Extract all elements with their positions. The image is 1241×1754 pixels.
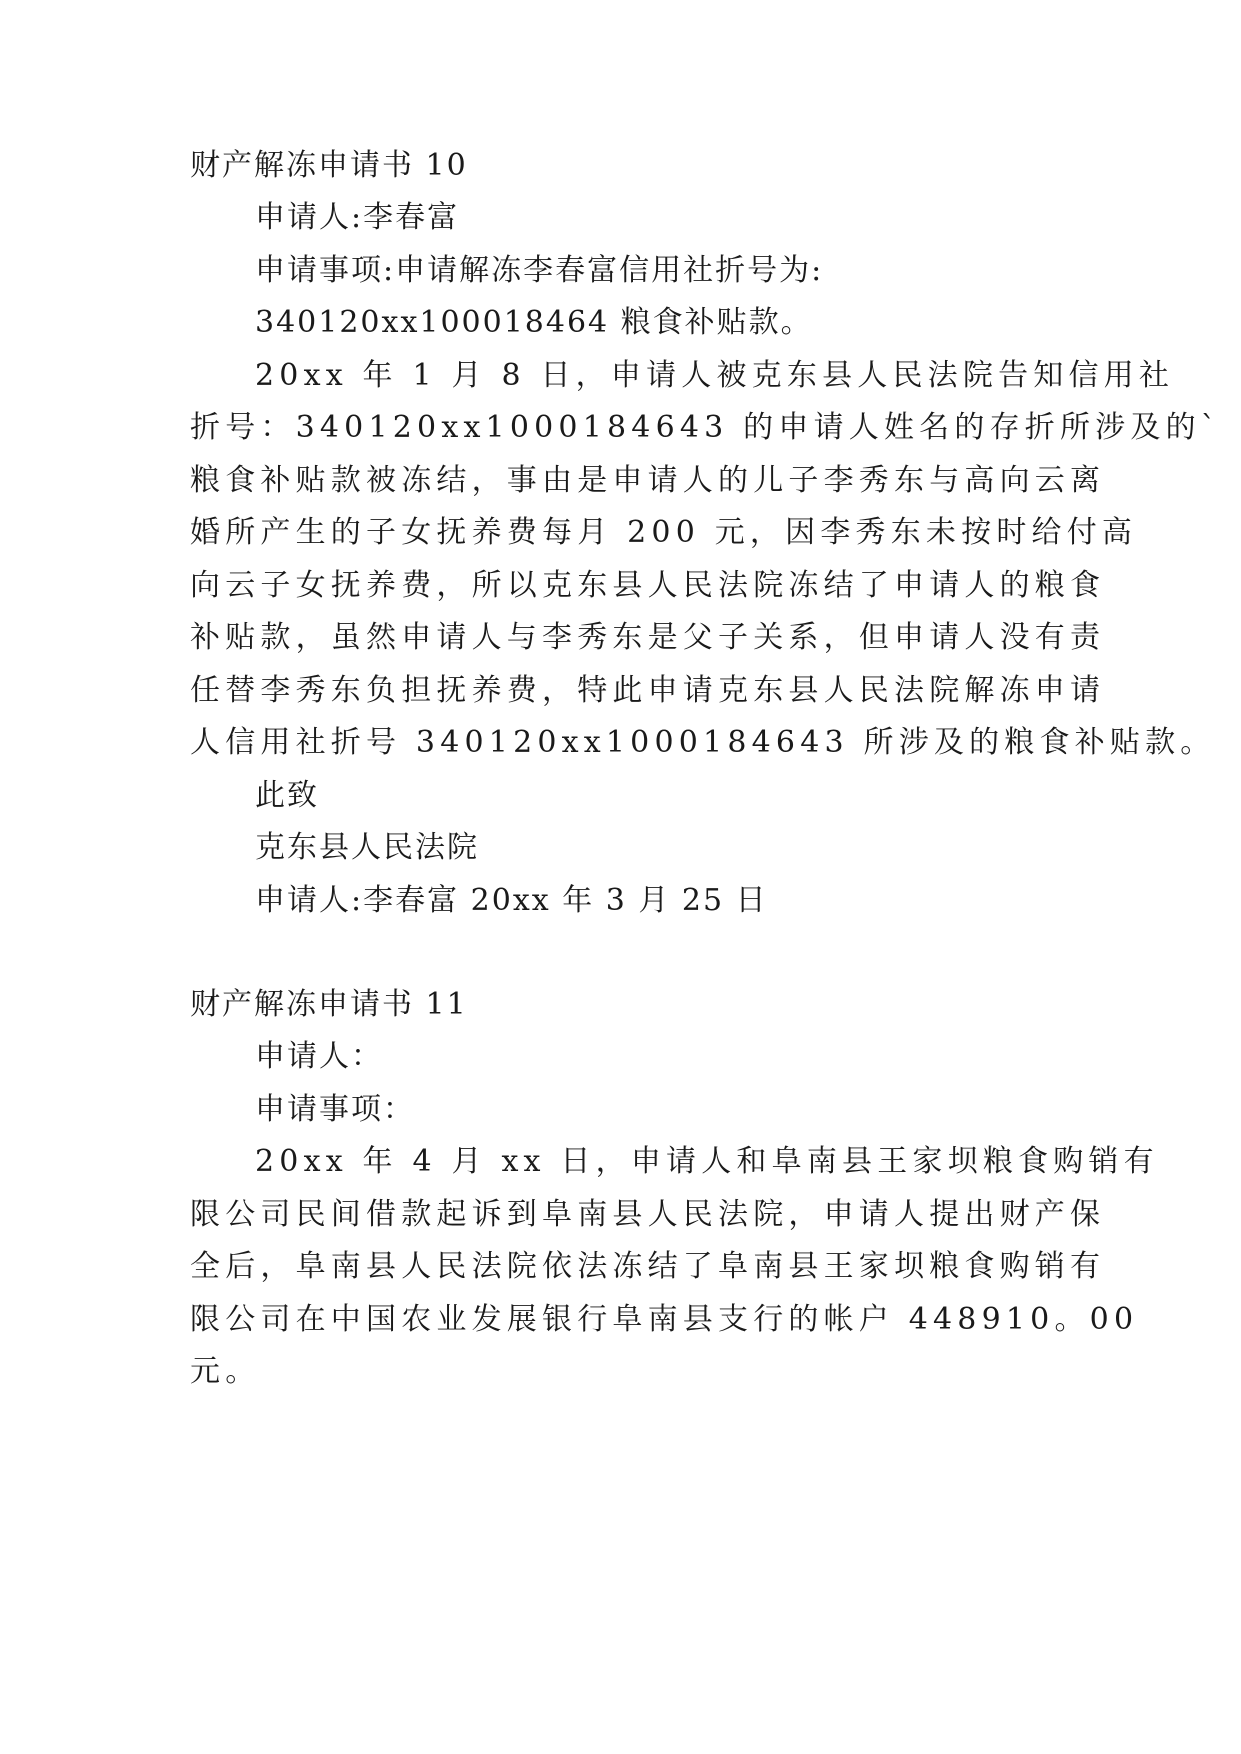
section-10-title: 财产解冻申请书 10: [190, 148, 468, 183]
section-11-body-line: 全后，阜南县人民法院依法冻结了阜南县王家坝粮食购销有: [190, 1249, 1106, 1284]
section-10-applicant: 申请人:李春富: [255, 200, 460, 235]
section-11-title: 财产解冻申请书 11: [190, 987, 468, 1022]
section-10-body-line: 向云子女抚养费，所以克东县人民法院冻结了申请人的粮食: [190, 568, 1106, 603]
section-10-signature: 申请人:李春富 20xx 年 3 月 25 日: [255, 883, 768, 918]
section-10-body-line: 人信用社折号 340120xx1000184643 所涉及的粮食补贴款。: [190, 725, 1216, 760]
section-10-body-line: 20xx 年 1 月 8 日，申请人被克东县人民法院告知信用社: [255, 358, 1175, 393]
section-10-body-line: 任替李秀东负担抚养费，特此申请克东县人民法院解冻申请: [190, 673, 1106, 708]
section-10-body-line: 粮食补贴款被冻结，事由是申请人的儿子李秀东与高向云离: [190, 463, 1106, 498]
section-11-applicant: 申请人：: [255, 1039, 383, 1074]
section-11-body-line: 20xx 年 4 月 xx 日，申请人和阜南县王家坝粮食购销有: [255, 1144, 1159, 1179]
section-11-body-line: 限公司民间借款起诉到阜南县人民法院，申请人提出财产保: [190, 1197, 1106, 1232]
section-11-matter: 申请事项：: [255, 1092, 415, 1127]
section-10-closing: 此致: [255, 778, 319, 813]
section-10-body-line: 婚所产生的子女抚养费每月 200 元，因李秀东未按时给付高: [190, 515, 1138, 550]
section-10-body-line: 补贴款，虽然申请人与李秀东是父子关系，但申请人没有责: [190, 620, 1106, 655]
document-page: [190, 0, 1221, 1754]
section-11-body-line: 元。: [190, 1354, 261, 1389]
section-10-body-line: 折号：340120xx1000184643 的申请人姓名的存折所涉及的`: [190, 410, 1221, 445]
section-10-matter-continued: 340120xx100018464 粮食补贴款。: [255, 305, 813, 340]
section-10-matter: 申请事项:申请解冻李春富信用社折号为:: [255, 253, 824, 288]
section-11-body-line: 限公司在中国农业发展银行阜南县支行的帐户 448910。00: [190, 1302, 1139, 1337]
section-10-recipient: 克东县人民法院: [255, 830, 479, 865]
